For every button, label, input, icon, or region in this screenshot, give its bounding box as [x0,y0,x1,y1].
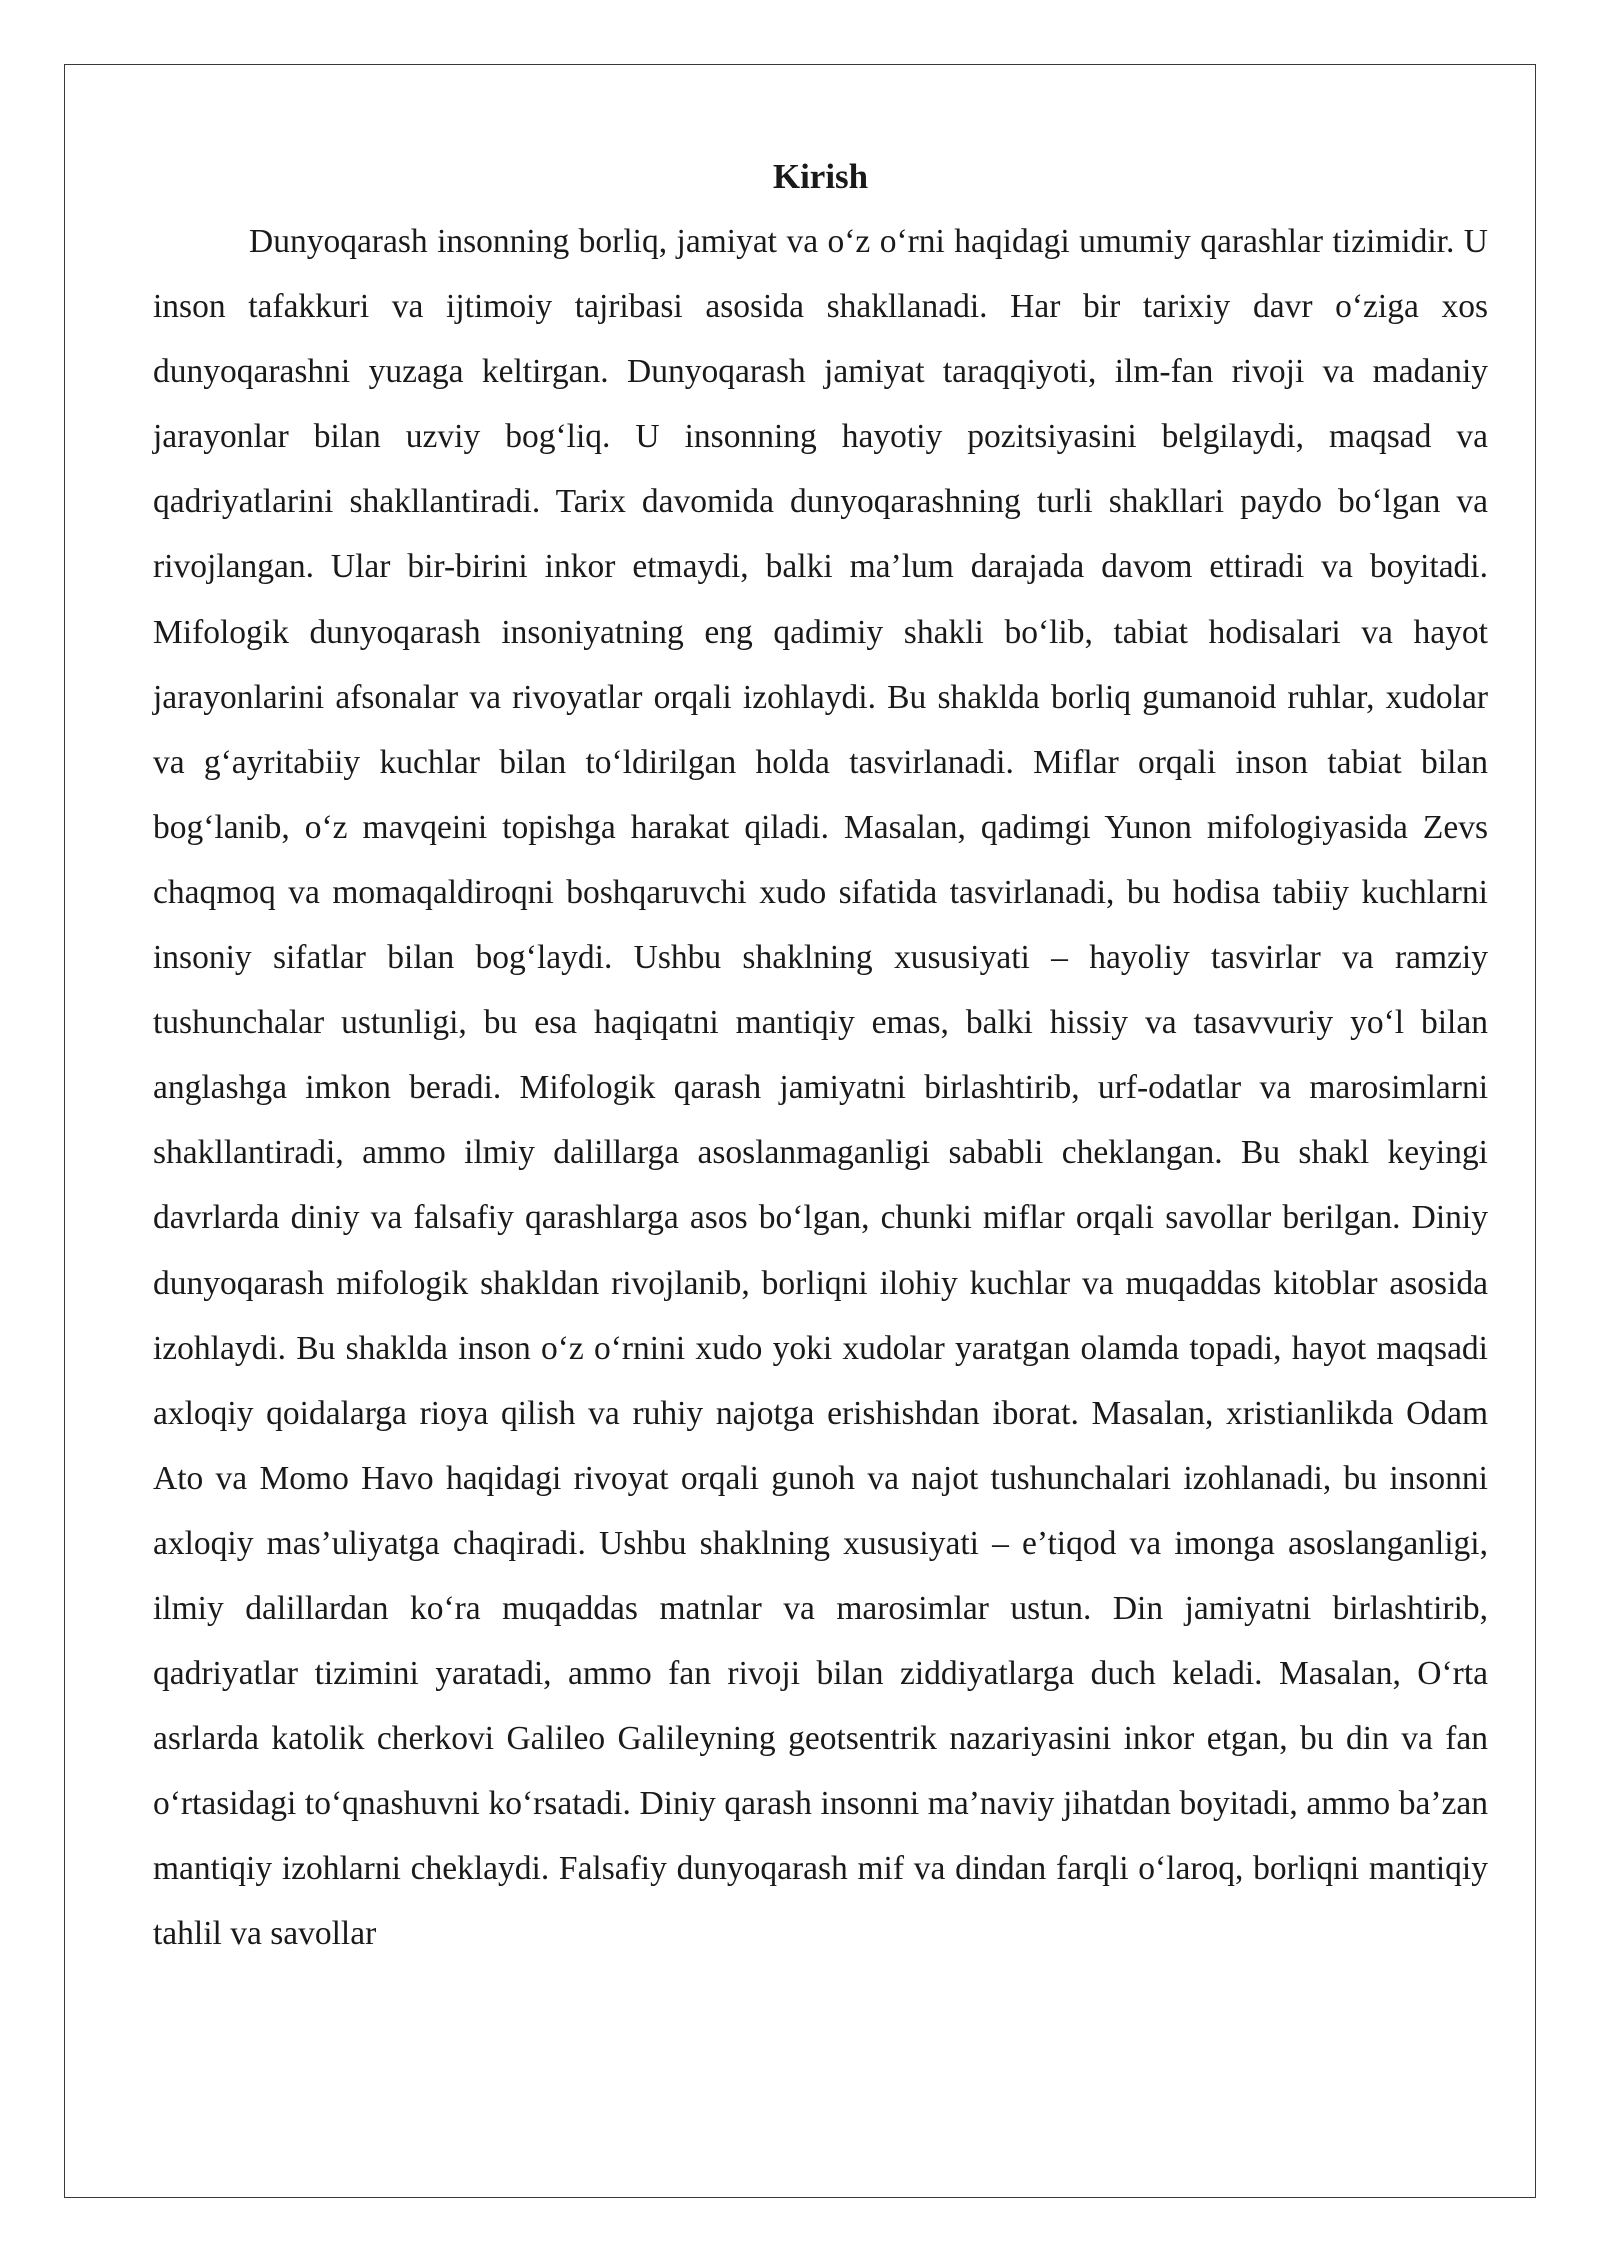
document-body-paragraph: Dunyoqarash insonning borliq, jamiyat va o‘z o‘rni haqidagi umumiy qarashlar tizimidir. U inson tafakkuri va ijtimoiy tajribasi asosida shakllanadi. Har bir tarixiy davr o‘ziga xos dunyoqarashni yuzaga keltirgan. Dunyoqarash jamiyat taraqqiyoti, ilm-fan rivoji va madaniy jarayonlar bilan uzviy bog‘liq. U insonning hayotiy pozitsiyasini belgilaydi, maqsad va qadriyatlarini shakllantiradi. Tarix davomida dunyoqarashning turli shakllari paydo bo‘lgan va rivojlangan. Ular bir-birini inkor etmaydi, balki ma’lum darajada davom ettiradi va boyitadi. Mifologik dunyoqarash insoniyatning eng qadimiy shakli bo‘lib, tabiat hodisalari va hayot jarayonlarini afsonalar va rivoyatlar orqali izohlaydi. Bu shaklda borliq gumanoid ruhlar, xudolar va g‘ayritabiiy kuchlar bilan to‘ldirilgan holda tasvirlanadi. Miflar orqali inson tabiat bilan bog‘lanib, o‘z mavqeini topishga harakat qiladi. Masalan, qadimgi Yunon mifologiyasida Zevs chaqmoq va momaqaldiroqni boshqaruvchi xudo sifatida tasvirlanadi, bu hodisa tabiiy kuchlarni insoniy sifatlar bilan bog‘laydi. Ushbu shaklning xususiyati – hayoliy tasvirlar va ramziy tushunchalar ustunligi, bu esa haqiqatni mantiqiy emas, balki hissiy va tasavvuriy yo‘l bilan anglashga imkon beradi. Mifologik qarash jamiyatni birlashtirib, urf-odatlar va marosimlarni shakllantiradi, ammo ilmiy dalillarga asoslanmaganligi sababli cheklangan. Bu shakl keyingi davrlarda diniy va falsafiy qarashlarga asos bo‘lgan, chunki miflar orqali savollar berilgan. Diniy dunyoqarash mifologik shakldan rivojlanib, borliqni ilohiy kuchlar va muqaddas kitoblar asosida izohlaydi. Bu shaklda inson o‘z o‘rnini xudo yoki xudolar yaratgan olamda topadi, hayot maqsadi axloqiy qoidalarga rioya qilish va ruhiy najotga erishishdan iborat. Masalan, xristianlikda Odam Ato va Momo Havo haqidagi rivoyat orqali gunoh va najot tushunchalari izohlanadi, bu insonni axloqiy mas’uliyatga chaqiradi. Ushbu shaklning xususiyati – e’tiqod va imonga asoslanganligi, ilmiy dalillardan ko‘ra muqaddas matnlar va marosimlar ustun. Din jamiyatni birlashtirib, qadriyatlar tizimini yaratadi, ammo fan rivoji bilan ziddiyatlarga duch keladi. Masalan, O‘rta asrlarda katolik cherkovi Galileo Galileyning geotsentrik nazariyasini inkor etgan, bu din va fan o‘rtasidagi to‘qnashuvni ko‘rsatadi. Diniy qarash insonni ma’naviy jihatdan boyitadi, ammo ba’zan mantiqiy izohlarni cheklaydi. Falsafiy dunyoqarash mif va dindan farqli o‘laroq, borliqni mantiqiy tahlil va savollar [153,223,1488,1953]
document-title: Kirish [772,157,869,196]
document-page [153,144,1488,1967]
